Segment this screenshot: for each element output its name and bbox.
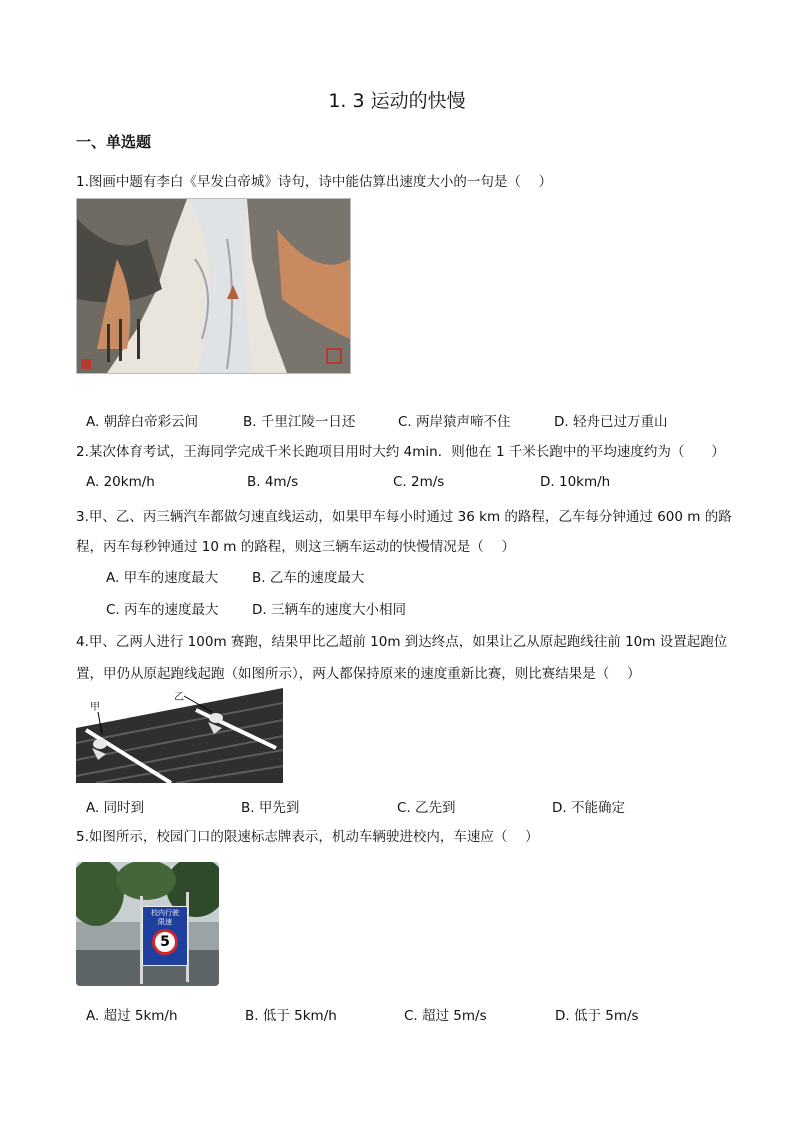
question-3-option-c: C. 丙车的速度最大 xyxy=(106,602,219,618)
question-1-option-a: A. 朝辞白帝彩云间 xyxy=(86,414,199,430)
question-3-option-b: B. 乙车的速度最大 xyxy=(252,570,365,586)
question-4-option-b: B. 甲先到 xyxy=(241,800,300,816)
question-1-option-d: D. 轻舟已过万重山 xyxy=(554,414,668,430)
question-1-option-b: B. 千里江陵一日还 xyxy=(243,414,356,430)
landscape-painting-image xyxy=(76,198,351,374)
question-5-option-b: B. 低于 5km/h xyxy=(245,1008,337,1024)
question-2-option-a: A. 20km/h xyxy=(86,474,155,490)
question-1-stem: 1.图画中题有李白《早发白帝城》诗句，诗中能估算出速度大小的一句是（ ） xyxy=(76,174,553,190)
question-2-option-d: D. 10km/h xyxy=(540,474,611,490)
question-5-option-d: D. 低于 5m/s xyxy=(555,1008,639,1024)
landscape-painting-graphic xyxy=(77,199,350,373)
question-4-option-a: A. 同时到 xyxy=(86,800,145,816)
question-2-stem: 2.某次体育考试，王海同学完成千米长跑项目用时大约 4min．则他在 1 千米长跑中的平均速度约为（ ） xyxy=(76,444,725,460)
question-2-option-c: C. 2m/s xyxy=(393,474,445,490)
question-3-option-a: A. 甲车的速度最大 xyxy=(106,570,219,586)
question-3-stem: 3.甲、乙、丙三辆汽车都做匀速直线运动，如果甲车每小时通过 36 km 的路程，乙车每分钟通过 600 m 的路程，丙车每秒钟通过 10 m 的路程，则这三辆车运动的快慢情况是（ ） xyxy=(76,509,732,555)
page-title: 1. 3 运动的快慢 xyxy=(328,90,466,112)
speed-sign-number: 5 xyxy=(152,929,178,955)
question-5-option-c: C. 超过 5m/s xyxy=(404,1008,487,1024)
speed-sign-subtitle: 限速 xyxy=(158,918,172,926)
runner-jia-label: 甲 xyxy=(90,702,100,713)
section-heading: 一、单选题 xyxy=(76,133,152,151)
question-4-option-d: D. 不能确定 xyxy=(552,800,625,816)
race-track-figure xyxy=(76,688,283,783)
question-5-option-a: A. 超过 5km/h xyxy=(86,1008,178,1024)
runner-yi-label: 乙 xyxy=(174,692,184,703)
speed-limit-photo xyxy=(76,862,219,986)
question-2-option-b: B. 4m/s xyxy=(247,474,299,490)
question-5-stem: 5.如图所示，校园门口的限速标志牌表示，机动车辆驶进校内，车速应（ ） xyxy=(76,829,539,845)
question-4-stem: 4.甲、乙两人进行 100m 赛跑，结果甲比乙超前 10m 到达终点，如果让乙从原起跑线往前 10m 设置起跑位置，甲仍从原起跑线起跑（如图所示），两人都保持原来的速度重新比赛，则比赛结果是（ ） xyxy=(76,634,728,682)
question-1-option-c: C. 两岸猿声啼不住 xyxy=(398,414,511,430)
question-4-option-c: C. 乙先到 xyxy=(397,800,456,816)
speed-limit-sign xyxy=(142,906,188,966)
speed-sign-title: 校内行驶 xyxy=(151,909,179,917)
question-3-option-d: D. 三辆车的速度大小相同 xyxy=(252,602,406,618)
